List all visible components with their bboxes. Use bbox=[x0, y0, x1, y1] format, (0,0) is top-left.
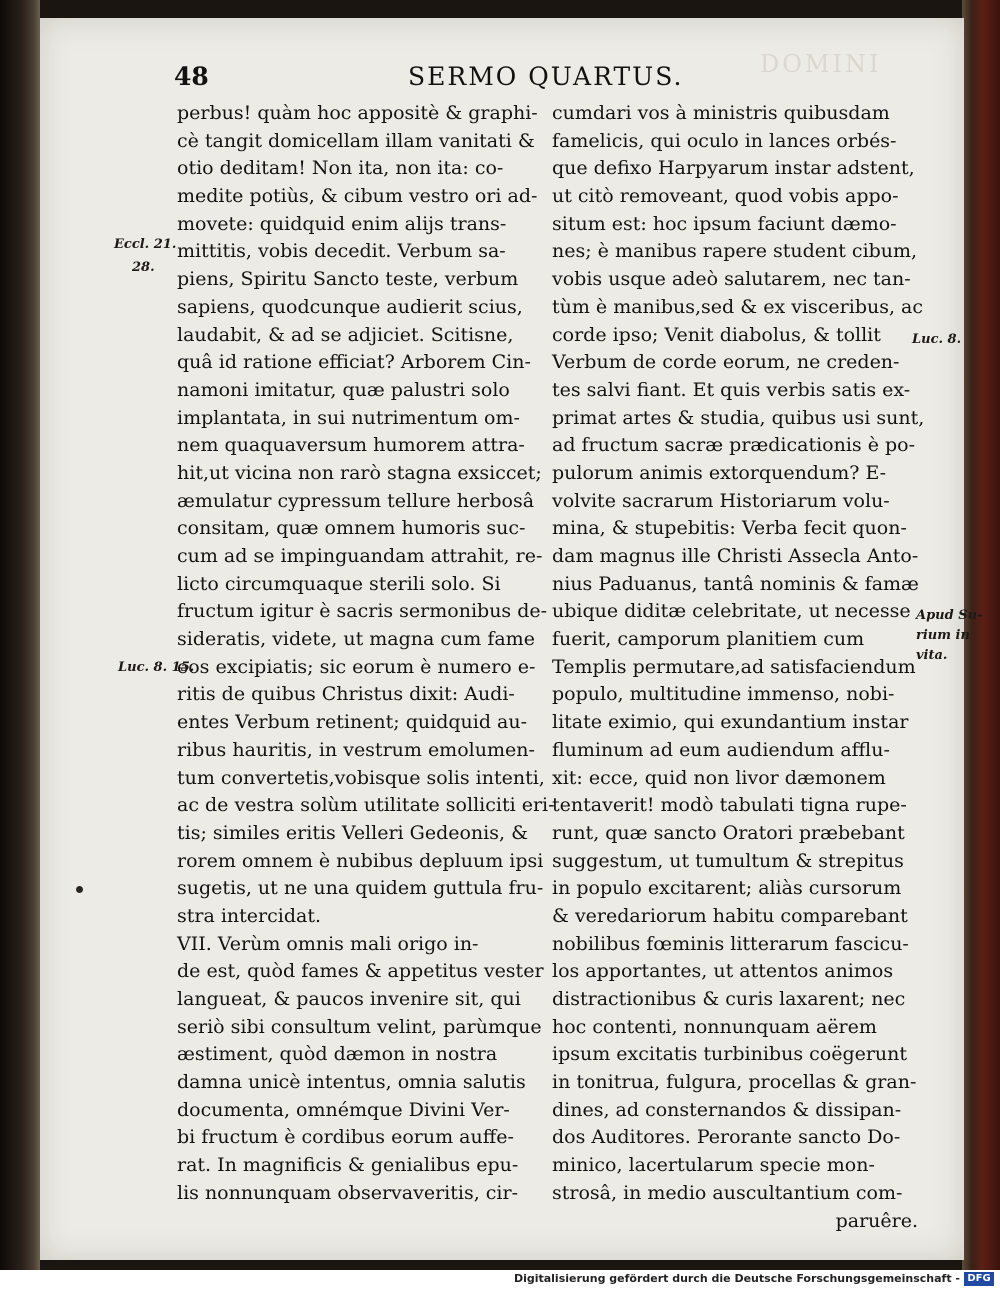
text-line: consitam, quæ omnem humoris suc- bbox=[177, 517, 526, 540]
text-line: xit: ecce, quid non livor dæmonem bbox=[552, 766, 886, 789]
running-head bbox=[40, 18, 964, 98]
text-line: ipsum excitatis turbinibus coëgerunt bbox=[552, 1043, 908, 1066]
text-line: Templis permutare,ad satisfaciendum bbox=[552, 655, 916, 678]
text-line: nobilibus fœminis litterarum fascicu- bbox=[552, 932, 909, 955]
text-line: langueat, & paucos invenire sit, qui bbox=[177, 988, 521, 1010]
text-line: quâ id ratione efficiat? Arborem Cin- bbox=[177, 351, 531, 374]
text-line: pulorum animis extorquendum? E- bbox=[552, 461, 887, 484]
text-line: hit,ut vicina non rarò stagna exsiccet; bbox=[177, 461, 542, 484]
text-line: runt, quæ sancto Oratori præbebant bbox=[552, 821, 905, 844]
text-line: in tonitrua, fulgura, procellas & gran- bbox=[552, 1071, 917, 1094]
text-line: ritis de quibus Christus dixit: Audi- bbox=[177, 683, 515, 706]
text-line: seriò sibi consultum velint, parùmque bbox=[177, 1015, 542, 1038]
text-line: piens, Spiritu Sancto teste, verbum bbox=[177, 268, 519, 291]
text-line: VII. Verùm omnis mali origo in- bbox=[177, 932, 479, 955]
text-line: & veredariorum habitu comparebant bbox=[552, 904, 908, 927]
text-line: lis nonnunquam observaveritis, cir- bbox=[177, 1181, 518, 1204]
text-line: dam magnus ille Christi Assecla Anto- bbox=[552, 545, 919, 567]
text-line: nem quaquaversum humorem attra- bbox=[177, 434, 525, 457]
margin-note-eccl: Eccl. 21. bbox=[114, 237, 177, 252]
text-line: hoc contenti, nonnunquam aërem bbox=[552, 1015, 877, 1038]
text-line: entes Verbum retinent; quidquid au- bbox=[177, 711, 528, 734]
text-line: perbus! quàm hoc appositè & graphi- bbox=[177, 102, 538, 124]
text-line: nes; è manibus rapere student cibum, bbox=[552, 240, 918, 263]
text-line: ut citò removeant, quod vobis appo- bbox=[552, 185, 899, 208]
text-line: æmulatur cypressum tellure herbosâ bbox=[177, 489, 535, 512]
text-line: documenta, omnémque Divini Ver- bbox=[177, 1098, 510, 1121]
text-line: fluminum ad eum audiendum afflu- bbox=[552, 738, 890, 761]
book-binding-left bbox=[0, 0, 40, 1270]
margin-note-luc-8-15: Luc. 8. 15. bbox=[118, 660, 195, 675]
text-line: namoni imitatur, quæ palustri solo bbox=[177, 378, 510, 401]
text-line: tum convertetis,vobisque solis intenti, bbox=[177, 766, 545, 789]
text-line: volvite sacrarum Historiarum volu- bbox=[552, 489, 890, 512]
text-line: dines, ad consternandos & dissipan- bbox=[552, 1098, 902, 1121]
text-line: licto circumquaque sterili solo. Si bbox=[177, 572, 501, 595]
text-column-right bbox=[552, 100, 952, 1235]
text-line: damna unicè intentus, omnia salutis bbox=[177, 1071, 526, 1094]
text-line: ad fructum sacræ prædicationis è po- bbox=[552, 434, 916, 457]
text-line: rat. In magnificis & genialibus epu- bbox=[177, 1154, 519, 1177]
text-line: cè tangit domicellam illam vanitati & bbox=[177, 129, 535, 152]
text-line: sideratis, videte, ut magna cum fame bbox=[177, 628, 535, 651]
bleed-through-text: DOMINI bbox=[760, 50, 882, 78]
text-line: medite potiùs, & cibum vestro ori ad- bbox=[177, 185, 538, 208]
margin-note-luc-8: Luc. 8. bbox=[912, 332, 962, 347]
text-line: suggestum, ut tumultum & strepitus bbox=[552, 849, 904, 872]
text-line: stra intercidat. bbox=[177, 904, 321, 927]
text-line: cumdari vos à ministris quibusdam bbox=[552, 102, 890, 124]
margin-note-apud-1: Apud Su- bbox=[916, 608, 983, 623]
digitization-footer bbox=[0, 1270, 1000, 1289]
text-line: movete: quidquid enim alijs trans- bbox=[177, 212, 507, 235]
text-line: minico, lacertularum specie mon- bbox=[552, 1154, 875, 1177]
text-line: sugetis, ut ne una quidem guttula fru- bbox=[177, 877, 544, 900]
ink-spot bbox=[76, 886, 83, 893]
text-line: situm est: hoc ipsum faciunt dæmo- bbox=[552, 212, 897, 235]
text-line: in populo excitarent; aliàs cursorum bbox=[552, 877, 902, 900]
text-line: famelicis, qui oculo in lances orbés- bbox=[552, 129, 897, 152]
text-line: mittitis, vobis decedit. Verbum sa- bbox=[177, 240, 506, 263]
text-line: fructum igitur è sacris sermonibus de- bbox=[177, 600, 548, 623]
text-line: strosâ, in medio auscultantium com- bbox=[552, 1181, 903, 1204]
text-column-left bbox=[177, 100, 572, 1208]
text-line: los apportantes, ut attentos animos bbox=[552, 960, 894, 983]
text-line: ac de vestra solùm utilitate solliciti eri- bbox=[177, 794, 555, 817]
text-line: rorem omnem è nubibus depluum ipsi bbox=[177, 849, 544, 872]
margin-note-apud-3: vita. bbox=[916, 648, 948, 663]
footer-credit: Digitalisierung gefördert durch die Deutsche Forschungsgemeinschaft - bbox=[513, 1272, 960, 1285]
text-line: ubique diditæ celebritate, ut necesse bbox=[552, 600, 911, 623]
running-title: SERMO QUARTUS. bbox=[408, 62, 684, 91]
text-line: otio deditam! Non ita, non ita: co- bbox=[177, 157, 504, 180]
text-line: litate eximio, qui exundantium instar bbox=[552, 711, 909, 734]
text-line: nius Paduanus, tantâ nominis & famæ bbox=[552, 572, 919, 595]
margin-note-apud-2: rium in bbox=[916, 628, 970, 643]
text-line: distractionibus & curis laxarent; nec bbox=[552, 988, 906, 1010]
text-line: sapiens, quodcunque audierit scius, bbox=[177, 295, 523, 318]
page-number: 48 bbox=[174, 62, 209, 91]
text-line: fuerit, camporum planitiem cum bbox=[552, 628, 865, 651]
dfg-logo: DFG bbox=[964, 1272, 994, 1286]
margin-note-eccl-verse: 28. bbox=[132, 260, 155, 275]
text-line: dos Auditores. Perorante sancto Do- bbox=[552, 1126, 901, 1149]
text-line: cum ad se impinguandam attrahit, re- bbox=[177, 545, 543, 567]
text-line: tes salvi fiant. Et quis verbis satis ex- bbox=[552, 378, 911, 401]
text-line: mina, & stupebitis: Verba fecit quon- bbox=[552, 517, 907, 540]
text-line: que defixo Harpyarum instar adstent, bbox=[552, 157, 915, 180]
text-line: primat artes & studia, quibus usi sunt, bbox=[552, 406, 925, 429]
text-line: æstiment, quòd dæmon in nostra bbox=[177, 1043, 498, 1066]
text-line: ribus hauritis, in vestrum emolumen- bbox=[177, 738, 535, 761]
text-line: vobis usque adeò salutarem, nec tan- bbox=[552, 268, 911, 291]
text-line: laudabit, & ad se adjiciet. Scitisne, bbox=[177, 323, 514, 346]
text-line: eos excipiatis; sic eorum è numero e- bbox=[177, 655, 536, 678]
text-line: Verbum de corde eorum, ne creden- bbox=[552, 351, 900, 374]
text-line: tis; similes eritis Velleri Gedeonis, & bbox=[177, 821, 528, 844]
text-line: paruêre. bbox=[835, 1209, 918, 1232]
book-page bbox=[40, 18, 983, 1260]
text-line: tùm è manibus,sed & ex visceribus, ac bbox=[552, 295, 924, 318]
text-line: tentaverit! modò tabulati tigna rupe- bbox=[552, 794, 907, 817]
text-line: populo, multitudine immenso, nobi- bbox=[552, 683, 895, 706]
text-line: de est, quòd fames & appetitus vester bbox=[177, 960, 544, 983]
text-line: bi fructum è cordibus eorum auffe- bbox=[177, 1126, 514, 1149]
text-line: implantata, in sui nutrimentum om- bbox=[177, 406, 520, 429]
text-line: corde ipso; Venit diabolus, & tollit bbox=[552, 323, 881, 346]
